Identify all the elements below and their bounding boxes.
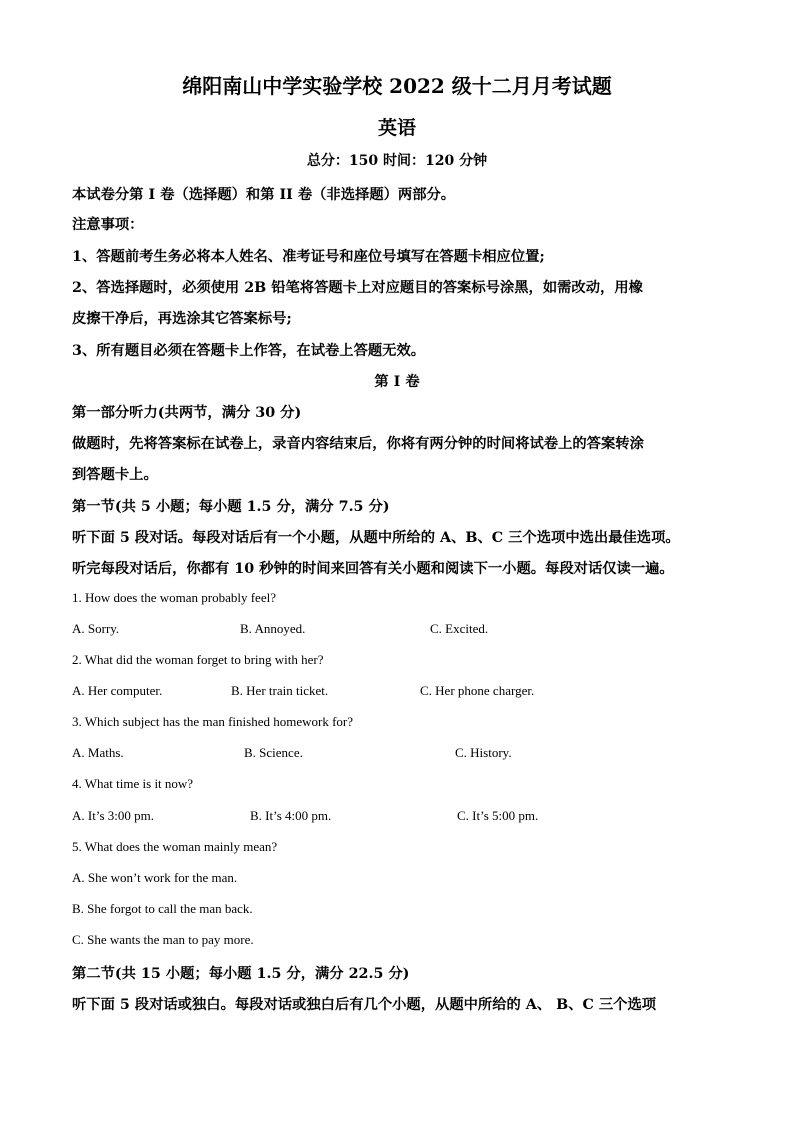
q3-option-a: A. Maths. <box>72 745 124 760</box>
part1-desc-b: 到答题卡上。 <box>72 467 158 483</box>
exam-meta: 总分：150 时间：120 分钟 <box>306 153 488 169</box>
note-3: 3、所有题目必须在答题卡上作答，在试卷上答题无效。 <box>72 343 426 359</box>
question-1: 1. How does the woman probably feel? <box>72 590 276 605</box>
q2-option-a: A. Her computer. <box>72 683 163 698</box>
section1-heading: 第一节(共 5 小题；每小题 1.5 分，满分 7.5 分) <box>72 499 390 515</box>
section1-desc-b: 听完每段对话后，你都有 10 秒钟的时间来回答有关小题和阅读下一小题。每段对话仅读一遍。 <box>72 561 674 577</box>
question-5: 5. What does the woman mainly mean? <box>72 839 278 854</box>
q5-option-c: C. She wants the man to pay more. <box>72 932 254 947</box>
section2-heading: 第二节(共 15 小题；每小题 1.5 分，满分 22.5 分) <box>72 966 410 982</box>
q1-option-a: A. Sorry. <box>72 621 120 636</box>
q3-option-b: B. Science. <box>244 745 303 760</box>
q4-option-b: B. It’s 4:00 pm. <box>250 808 332 823</box>
q4-option-a: A. It’s 3:00 pm. <box>72 808 154 823</box>
subject-title: 英语 <box>377 117 416 139</box>
volume-heading: 第 I 卷 <box>374 374 420 390</box>
q5-option-b: B. She forgot to call the man back. <box>72 901 253 916</box>
note-2-a: 2、答选择题时，必须使用 2B 铅笔将答题卡上对应题目的答案标号涂黑，如需改动，用橡 <box>72 280 643 296</box>
q1-option-b: B. Annoyed. <box>240 621 306 636</box>
q5-option-a: A. She won’t work for the man. <box>72 870 238 885</box>
question-2: 2. What did the woman forget to bring with her? <box>72 652 324 667</box>
q4-option-c: C. It’s 5:00 pm. <box>457 808 539 823</box>
note-2-b: 皮擦干净后，再选涂其它答案标号; <box>72 311 292 327</box>
q1-option-c: C. Excited. <box>430 621 489 636</box>
exam-title: 绵阳南山中学实验学校 2022 级十二月月考试题 <box>182 74 612 98</box>
section2-desc-a: 听下面 5 段对话或独白。每段对话或独白后有几个小题，从题中所给的 A、 B、C 三个选项 <box>72 997 657 1013</box>
section1-desc-a: 听下面 5 段对话。每段对话后有一个小题，从题中所给的 A、B、C 三个选项中选出最佳选项。 <box>72 530 680 546</box>
question-4: 4. What time is it now? <box>72 776 194 791</box>
intro-line: 本试卷分第 I 卷（选择题）和第 II 卷（非选择题）两部分。 <box>72 187 456 203</box>
question-3: 3. Which subject has the man finished homework for? <box>72 714 353 729</box>
q2-option-b: B. Her train ticket. <box>231 683 329 698</box>
q2-option-c: C. Her phone charger. <box>420 683 535 698</box>
note-1: 1、答题前考生务必将本人姓名、准考证号和座位号填写在答题卡相应位置; <box>72 249 545 265</box>
part1-heading: 第一部分听力(共两节，满分 30 分) <box>72 405 302 421</box>
q3-option-c: C. History. <box>455 745 512 760</box>
notes-heading: 注意事项： <box>72 217 144 233</box>
part1-desc-a: 做题时，先将答案标在试卷上，录音内容结束后，你将有两分钟的时间将试卷上的答案转涂 <box>72 436 644 452</box>
